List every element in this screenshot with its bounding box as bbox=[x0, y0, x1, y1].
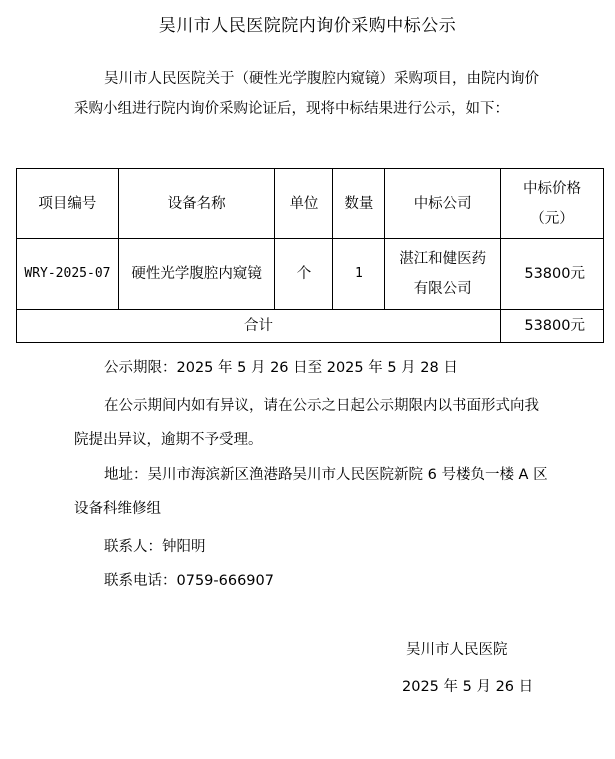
notice-period: 公示期限：2025 年 5 月 26 日至 2025 年 5 月 28 日 bbox=[104, 360, 458, 376]
notice-phone: 联系电话：0759-666907 bbox=[104, 573, 274, 589]
cell-unit: 个 bbox=[275, 239, 333, 310]
table-total-row bbox=[17, 310, 604, 343]
cell-name: 硬性光学腹腔内窥镜 bbox=[118, 239, 275, 310]
header-price bbox=[501, 169, 604, 239]
cell-company bbox=[385, 239, 501, 310]
header-price-line2: （元） bbox=[530, 210, 574, 227]
header-company: 中标公司 bbox=[385, 169, 501, 239]
signature-org: 吴川市人民医院 bbox=[406, 642, 508, 658]
total-price: 53800元 bbox=[501, 310, 604, 343]
cell-qty: 1 bbox=[333, 239, 385, 310]
cell-company-line1: 湛江和健医药 bbox=[399, 251, 487, 267]
header-price-line1: 中标价格 bbox=[523, 180, 582, 197]
notice-contact: 联系人：钟阳明 bbox=[104, 539, 206, 555]
cell-price: 53800元 bbox=[501, 239, 604, 310]
header-unit: 单位 bbox=[275, 169, 333, 239]
header-name: 设备名称 bbox=[118, 169, 275, 239]
notice-objection: 在公示期间内如有异议，请在公示之日起公示期限内以书面形式向我院提出异议，逾期不予受理。 bbox=[74, 398, 539, 448]
notice-intro: 吴川市人民医院关于（硬性光学腹腔内窥镜）采购项目，由院内询价采购小组进行院内询价采购论证后，现将中标结果进行公示，如下： bbox=[74, 71, 539, 117]
table-row bbox=[17, 239, 604, 310]
header-qty: 数量 bbox=[333, 169, 385, 239]
award-table bbox=[16, 168, 604, 343]
header-code: 项目编号 bbox=[17, 169, 119, 239]
signature-date: 2025 年 5 月 26 日 bbox=[402, 679, 534, 695]
total-label: 合计 bbox=[17, 310, 501, 343]
cell-code: WRY-2025-07 bbox=[17, 239, 119, 310]
table-header-row bbox=[17, 169, 604, 239]
cell-company-line2: 有限公司 bbox=[413, 281, 472, 297]
notice-address: 地址：吴川市海滨新区渔港路吴川市人民医院新院 6 号楼负一楼 A 区设备科维修组 bbox=[74, 467, 548, 517]
notice-title: 吴川市人民医院院内询价采购中标公示 bbox=[158, 16, 457, 36]
